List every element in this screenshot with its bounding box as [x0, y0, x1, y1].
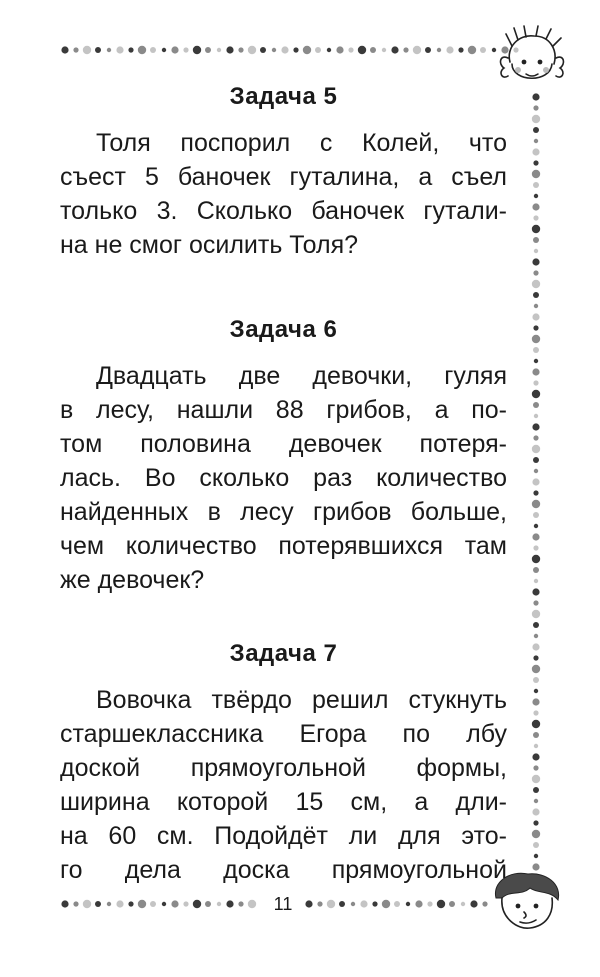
border-dot	[348, 47, 353, 52]
border-dot	[533, 435, 538, 440]
border-dot	[372, 901, 377, 906]
border-dot	[533, 105, 538, 110]
border-dot	[150, 47, 156, 53]
border-dot	[532, 335, 540, 343]
border-dot	[382, 48, 386, 52]
border-dot	[183, 901, 188, 906]
border-dot	[468, 46, 476, 54]
border-dot	[138, 900, 146, 908]
border-dot	[532, 775, 540, 783]
border-dot	[533, 237, 539, 243]
border-dot	[205, 901, 211, 907]
border-dot	[534, 469, 538, 473]
border-dot	[238, 901, 243, 906]
text-line: том половина девочек потеря-	[60, 430, 507, 458]
border-dot	[193, 900, 201, 908]
border-dot	[532, 610, 540, 618]
border-dot	[293, 47, 298, 52]
task-7	[60, 639, 507, 887]
border-dot	[533, 325, 538, 330]
border-dot	[534, 194, 538, 198]
border-dot	[327, 48, 331, 52]
border-dot	[150, 901, 156, 907]
border-dot	[61, 46, 68, 53]
border-dot	[415, 900, 422, 907]
border-dot	[532, 280, 540, 288]
border-dot	[480, 47, 486, 53]
text-line: на не смог осилить Толя?	[60, 231, 359, 259]
border-dot	[533, 545, 538, 550]
text-line: Вовочка твёрдо решил стукнуть	[96, 686, 507, 714]
border-dot	[317, 901, 322, 906]
border-dot	[534, 414, 538, 418]
border-dot	[248, 900, 256, 908]
text-line: доской прямоугольной формы,	[60, 754, 507, 782]
border-dot	[238, 47, 243, 52]
border-dot	[533, 490, 538, 495]
border-dot	[532, 225, 540, 233]
border-dot	[533, 292, 539, 298]
border-dot	[437, 48, 441, 52]
border-dot	[532, 148, 539, 155]
border-dot	[470, 900, 477, 907]
border-dot	[532, 478, 539, 485]
border-dot	[533, 402, 539, 408]
task-title: Задача 5	[229, 83, 338, 110]
border-dot	[183, 47, 188, 52]
border-dot	[533, 622, 539, 628]
border-dot	[532, 115, 540, 123]
border-dot	[391, 46, 398, 53]
border-dot	[360, 900, 367, 907]
bottom-right-dotted-border	[304, 898, 494, 910]
top-dotted-border	[60, 44, 520, 56]
border-dot	[532, 753, 539, 760]
border-dot	[128, 47, 133, 52]
border-dot	[248, 46, 256, 54]
text-line: ширина которой 15 см, а дли-	[60, 788, 507, 816]
border-dot	[116, 900, 123, 907]
border-dot	[532, 808, 539, 815]
border-dot	[532, 313, 539, 320]
task-6	[60, 315, 507, 639]
border-dot	[533, 787, 539, 793]
page-content	[60, 82, 507, 887]
border-dot	[534, 799, 538, 803]
border-dot	[533, 677, 539, 683]
border-dot	[532, 258, 539, 265]
text-line: на 60 см. Подойдёт ли для это-	[60, 822, 507, 850]
border-dot	[449, 901, 455, 907]
task-title: Задача 7	[229, 640, 338, 667]
border-dot	[394, 901, 400, 907]
page-number: 11	[273, 894, 293, 914]
border-dot	[281, 46, 288, 53]
border-dot	[532, 643, 539, 650]
border-dot	[532, 720, 540, 728]
border-dot	[336, 46, 343, 53]
border-dot	[116, 46, 123, 53]
border-dot	[95, 901, 101, 907]
border-dot	[339, 901, 345, 907]
border-dot	[533, 512, 539, 518]
border-dot	[437, 900, 445, 908]
border-dot	[533, 127, 539, 133]
border-dot	[351, 902, 355, 906]
border-dot	[533, 215, 538, 220]
border-dot	[532, 203, 539, 210]
border-dot	[534, 304, 538, 308]
border-dot	[193, 46, 201, 54]
border-dot	[406, 902, 410, 906]
task-text	[60, 126, 507, 262]
border-dot	[446, 46, 453, 53]
border-dot	[73, 47, 78, 52]
text-line: съест 5 баночек гуталина, а съел	[60, 163, 507, 191]
text-line: чем количество потерявшихся там	[60, 532, 507, 560]
task-5	[60, 82, 507, 315]
border-dot	[162, 902, 166, 906]
border-dot	[534, 854, 538, 858]
border-dot	[272, 48, 276, 52]
border-dot	[533, 270, 538, 275]
border-dot	[533, 182, 539, 188]
border-dot	[534, 744, 538, 748]
border-dot	[533, 710, 538, 715]
border-dot	[533, 567, 539, 573]
text-line: Толя поспорил с Колей, что	[96, 129, 507, 157]
border-dot	[534, 524, 538, 528]
border-dot	[534, 579, 538, 583]
border-dot	[107, 902, 111, 906]
border-dot	[533, 732, 539, 738]
border-dot	[532, 555, 540, 563]
border-dot	[303, 46, 311, 54]
border-dot	[83, 46, 91, 54]
border-dot	[226, 900, 233, 907]
text-line: только 3. Сколько баночек гутали-	[60, 197, 507, 225]
border-dot	[482, 901, 487, 906]
border-dot	[533, 842, 539, 848]
border-dot	[534, 634, 538, 638]
border-dot	[532, 390, 540, 398]
border-dot	[95, 47, 101, 53]
border-dot	[171, 46, 178, 53]
task-title: Задача 6	[229, 316, 338, 343]
border-dot	[532, 445, 540, 453]
border-dot	[107, 48, 111, 52]
border-dot	[382, 900, 390, 908]
border-dot	[226, 46, 233, 53]
text-line: старшеклассника Егора по лбу	[60, 720, 507, 748]
task-text	[60, 359, 507, 597]
border-dot	[73, 901, 78, 906]
border-dot	[532, 588, 539, 595]
border-dot	[533, 655, 538, 660]
border-dot	[413, 46, 421, 54]
border-dot	[370, 47, 376, 53]
text-line: лась. Во сколько раз количество	[60, 464, 507, 492]
text-line: Двадцать две девочки, гуляя	[96, 362, 507, 390]
border-dot	[534, 689, 538, 693]
border-dot	[305, 900, 312, 907]
border-dot	[534, 249, 538, 253]
border-dot	[458, 47, 463, 52]
border-dot	[532, 170, 540, 178]
border-dot	[205, 47, 211, 53]
border-dot	[532, 698, 539, 705]
border-dot	[533, 820, 538, 825]
border-dot	[83, 900, 91, 908]
border-dot	[532, 93, 539, 100]
border-dot	[532, 423, 539, 430]
border-dot	[162, 48, 166, 52]
text-line: найденных в лесу грибов больше,	[60, 498, 507, 526]
border-dot	[532, 533, 539, 540]
border-dot	[533, 380, 538, 385]
border-dot	[138, 46, 146, 54]
border-dot	[532, 665, 540, 673]
border-dot	[260, 47, 266, 53]
border-dot	[534, 139, 538, 143]
border-dot	[171, 900, 178, 907]
border-dot	[425, 47, 431, 53]
border-dot	[61, 900, 68, 907]
border-dot	[128, 901, 133, 906]
border-dot	[315, 47, 321, 53]
border-dot	[533, 457, 539, 463]
border-dot	[532, 500, 540, 508]
border-dot	[217, 902, 221, 906]
border-dot	[533, 765, 538, 770]
border-dot	[358, 46, 366, 54]
border-dot	[427, 901, 432, 906]
border-dot	[461, 902, 465, 906]
border-dot	[533, 600, 538, 605]
text-line: го дела доска прямоугольной	[60, 856, 507, 884]
border-dot	[532, 368, 539, 375]
border-dot	[217, 48, 221, 52]
border-dot	[533, 347, 539, 353]
task-text	[60, 683, 507, 887]
text-line: же девочек?	[60, 566, 205, 594]
border-dot	[533, 160, 538, 165]
text-line: в лесу, нашли 88 грибов, а по-	[60, 396, 507, 424]
bottom-left-dotted-border	[60, 898, 260, 910]
border-dot	[403, 47, 408, 52]
right-dotted-border	[530, 92, 544, 878]
border-dot	[534, 359, 538, 363]
border-dot	[327, 900, 335, 908]
border-dot	[532, 830, 540, 838]
